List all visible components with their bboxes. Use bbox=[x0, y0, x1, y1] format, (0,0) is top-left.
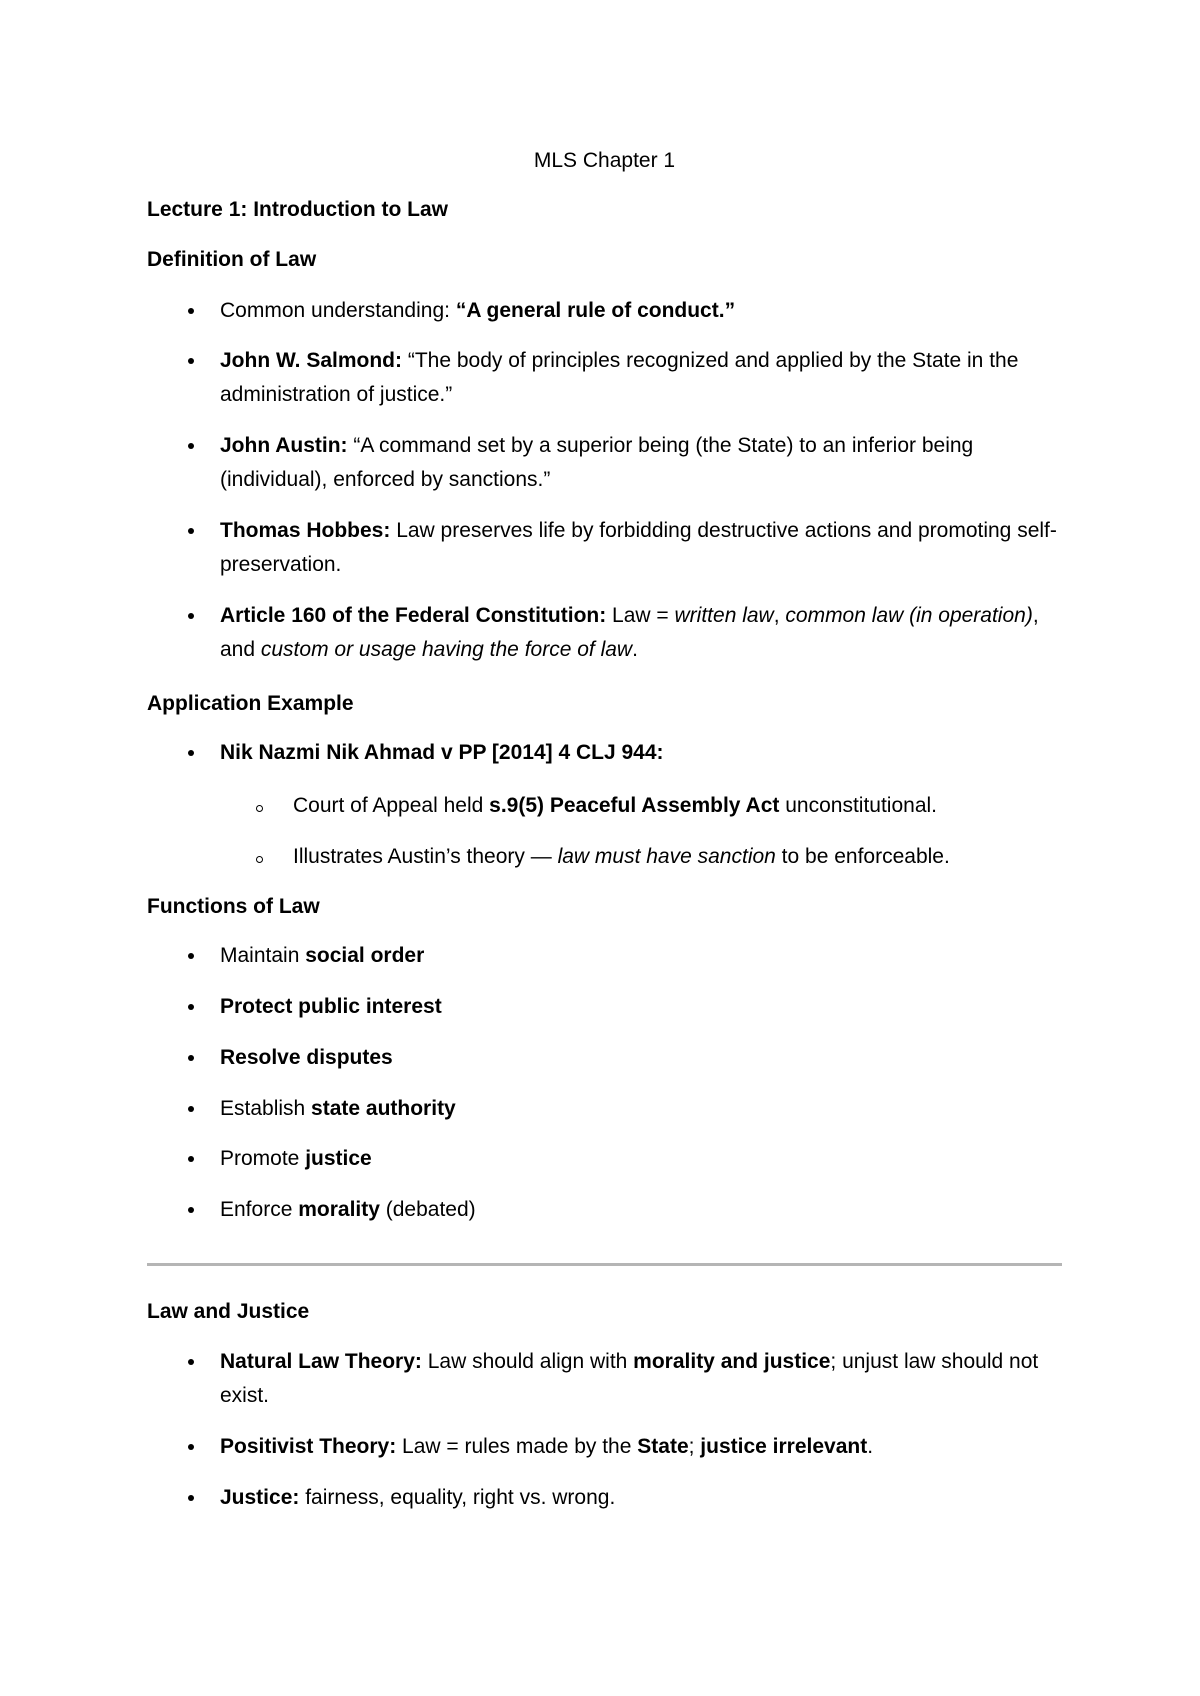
lecture-heading: Lecture 1: Introduction to Law bbox=[147, 198, 449, 221]
function-item bbox=[147, 1142, 1062, 1176]
item-emphasis: “A general rule of conduct.” bbox=[455, 299, 736, 322]
application-subitem-austin bbox=[147, 843, 1062, 871]
bullet-icon bbox=[188, 1444, 194, 1450]
item-emphasis: justice bbox=[305, 1147, 372, 1170]
bullet-icon bbox=[188, 358, 194, 364]
application-case bbox=[147, 736, 1062, 770]
justice-item-natural-law bbox=[147, 1345, 1062, 1413]
function-item bbox=[147, 1193, 1062, 1227]
item-emphasis: Justice: bbox=[220, 1486, 300, 1509]
application-subitem-court bbox=[147, 792, 1062, 820]
functions-heading: Functions of Law bbox=[147, 895, 320, 918]
item-text: Promote bbox=[220, 1147, 306, 1170]
item-text: , bbox=[773, 604, 786, 627]
item-text: Law should align with bbox=[421, 1350, 634, 1373]
item-italic: written law bbox=[674, 604, 774, 627]
item-emphasis: justice irrelevant bbox=[700, 1435, 868, 1458]
item-text: Establish bbox=[220, 1097, 312, 1120]
item-emphasis: Protect public interest bbox=[220, 995, 442, 1018]
item-emphasis: social order bbox=[305, 944, 425, 967]
item-text: Maintain bbox=[220, 944, 306, 967]
item-text: , and bbox=[220, 604, 1039, 661]
bullet-icon bbox=[188, 1106, 194, 1112]
item-text: Enforce bbox=[220, 1198, 299, 1221]
item-emphasis: Resolve disputes bbox=[220, 1046, 393, 1069]
case-citation: Nik Nazmi Nik Ahmad v PP [2014] 4 CLJ 944: bbox=[220, 741, 664, 764]
item-text: . bbox=[867, 1435, 874, 1458]
item-emphasis: John W. Salmond: bbox=[220, 349, 402, 372]
item-italic: law must have sanction bbox=[557, 845, 776, 868]
item-text: ; bbox=[688, 1435, 701, 1458]
sub-bullet-icon bbox=[256, 805, 263, 812]
item-text: Illustrates Austin’s theory — bbox=[293, 845, 558, 868]
bullet-icon bbox=[188, 1156, 194, 1162]
item-emphasis: s.9(5) Peaceful Assembly Act bbox=[489, 794, 780, 817]
item-emphasis: Thomas Hobbes: bbox=[220, 519, 391, 542]
item-text: to be enforceable. bbox=[775, 845, 950, 868]
item-emphasis: Article 160 of the Federal Constitution: bbox=[220, 604, 607, 627]
bullet-icon bbox=[188, 443, 194, 449]
definition-heading: Definition of Law bbox=[147, 248, 317, 271]
function-item bbox=[147, 990, 1062, 1024]
definition-item-hobbes bbox=[147, 514, 1062, 582]
definition-item-salmond bbox=[147, 344, 1062, 412]
bullet-icon bbox=[188, 1055, 194, 1061]
bullet-icon bbox=[188, 308, 194, 314]
sub-bullet-icon bbox=[256, 856, 263, 863]
function-item bbox=[147, 1041, 1062, 1075]
item-text: ; unjust law should not exist. bbox=[220, 1350, 1039, 1407]
document-title: MLS Chapter 1 bbox=[533, 149, 676, 172]
item-italic: common law (in operation) bbox=[785, 604, 1033, 627]
justice-heading: Law and Justice bbox=[147, 1300, 310, 1323]
bullet-icon bbox=[188, 953, 194, 959]
application-heading: Application Example bbox=[147, 692, 354, 715]
item-text: Law = rules made by the bbox=[396, 1435, 638, 1458]
bullet-icon bbox=[188, 1495, 194, 1501]
item-emphasis: Natural Law Theory: bbox=[220, 1350, 422, 1373]
bullet-icon bbox=[188, 528, 194, 534]
item-text: fairness, equality, right vs. wrong. bbox=[299, 1486, 616, 1509]
item-italic: custom or usage having the force of law bbox=[260, 638, 633, 661]
bullet-icon bbox=[188, 1207, 194, 1213]
definition-item-common bbox=[147, 294, 1062, 328]
item-emphasis: Positivist Theory: bbox=[220, 1435, 397, 1458]
horizontal-rule bbox=[147, 1263, 1062, 1266]
bullet-icon bbox=[188, 1004, 194, 1010]
justice-item-justice bbox=[147, 1481, 1062, 1515]
item-emphasis: State bbox=[637, 1435, 689, 1458]
item-text: Common understanding: bbox=[220, 299, 456, 322]
item-emphasis: John Austin: bbox=[220, 434, 348, 457]
item-text: “The body of principles recognized and applied by the State in the administration of justice.” bbox=[220, 349, 1019, 406]
item-emphasis: morality and justice bbox=[633, 1350, 831, 1373]
bullet-icon bbox=[188, 613, 194, 619]
bullet-icon bbox=[188, 1359, 194, 1365]
item-text: unconstitutional. bbox=[779, 794, 937, 817]
item-text: Law preserves life by forbidding destructive actions and promoting self-preservation. bbox=[220, 519, 1057, 576]
item-text: . bbox=[632, 638, 638, 661]
item-text: (debated) bbox=[379, 1198, 476, 1221]
item-text: “A command set by a superior being (the State) to an inferior being (individual), enforced by sanctions.” bbox=[220, 434, 974, 491]
function-item bbox=[147, 1092, 1062, 1126]
function-item bbox=[147, 939, 1062, 973]
definition-item-austin bbox=[147, 429, 1062, 497]
item-text: Law = bbox=[606, 604, 675, 627]
bullet-icon bbox=[188, 750, 194, 756]
item-emphasis: morality bbox=[298, 1198, 380, 1221]
justice-item-positivist bbox=[147, 1430, 1062, 1464]
definition-item-article160 bbox=[147, 599, 1062, 667]
item-text: Court of Appeal held bbox=[293, 794, 490, 817]
item-emphasis: state authority bbox=[311, 1097, 456, 1120]
